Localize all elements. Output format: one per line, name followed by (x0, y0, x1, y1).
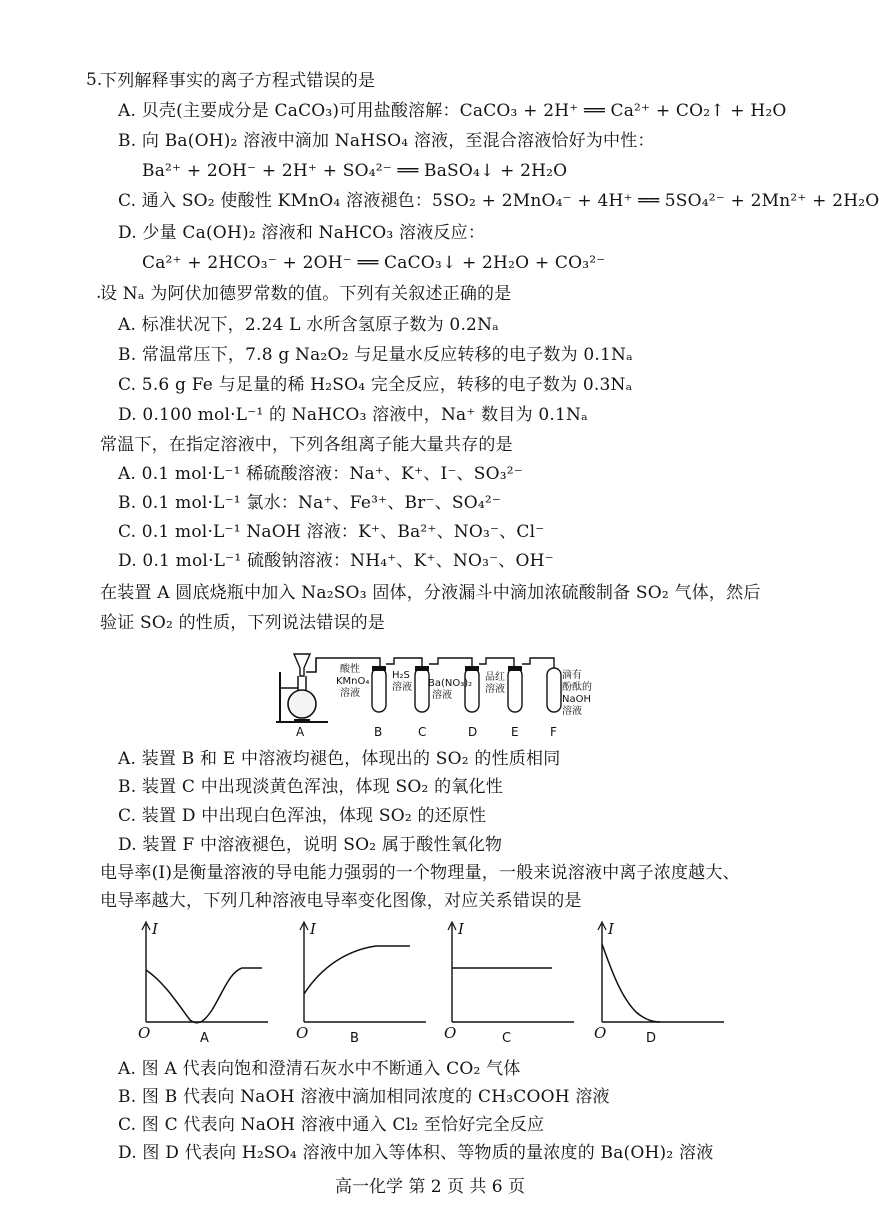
option-a: A. 装置 B 和 E 中溶液均褪色，体现出的 SO₂ 的性质相同 (118, 749, 561, 769)
option-b: B. 向 Ba(OH)₂ 溶液中滴加 NaHSO₄ 溶液，至混合溶液恰好为中性： (118, 131, 655, 151)
apparatus-letter: C (418, 725, 427, 739)
option-a: A. 0.1 mol·L⁻¹ 稀硫酸溶液：Na⁺、K⁺、I⁻、SO₃²⁻ (118, 464, 523, 484)
y-axis-label: I (458, 920, 464, 938)
so2-apparatus-diagram (268, 640, 592, 740)
reagent-label: 滴有 (562, 670, 582, 681)
apparatus-letter: B (374, 725, 383, 739)
option-c: C. 通入 SO₂ 使酸性 KMnO₄ 溶液褪色：5SO₂ + 2MnO₄⁻ + 4H⁺ ══ 5SO₄²⁻ + 2Mn²⁺ + 2H₂O (118, 191, 879, 211)
origin-label: O (594, 1024, 607, 1042)
reagent-label: 溶液 (392, 682, 412, 693)
reagent-label: KMnO₄ (336, 676, 370, 687)
y-axis-label: I (310, 920, 316, 938)
graph-caption: A (200, 1031, 209, 1046)
question-stem: 在装置 A 圆底烧瓶中加入 Na₂SO₃ 固体，分液漏斗中滴加浓硫酸制备 SO₂ 气体，然后 (100, 583, 761, 603)
origin-label: O (138, 1024, 151, 1042)
option-d: D. 少量 Ca(OH)₂ 溶液和 NaHCO₃ 溶液反应： (118, 223, 486, 243)
reagent-label: 酚酞的 (562, 682, 592, 693)
option-d-equation: Ca²⁺ + 2HCO₃⁻ + 2OH⁻ ══ CaCO₃↓ + 2H₂O + CO₃²⁻ (142, 253, 606, 273)
question-number: 5. (86, 70, 103, 90)
reagent-label: 酸性 (340, 664, 360, 675)
question-stem: 设 Nₐ 为阿伏加德罗常数的值。下列有关叙述正确的是 (100, 284, 512, 304)
conductivity-curve (146, 968, 262, 1023)
apparatus-letter: E (511, 725, 519, 739)
reagent-label: 溶液 (485, 684, 505, 695)
test-tube-f (547, 668, 561, 712)
y-axis-label: I (608, 920, 614, 938)
option-b: B. 图 B 代表向 NaOH 溶液中滴加相同浓度的 CH₃COOH 溶液 (118, 1087, 610, 1107)
y-axis-label: I (152, 920, 158, 938)
conductivity-graph-c (440, 918, 580, 1048)
graph-caption: D (646, 1031, 657, 1046)
round-bottom-flask (288, 690, 316, 718)
reagent-label: Ba(NO₃)₂ (428, 678, 473, 689)
question-stem-cont: 验证 SO₂ 的性质，下列说法错误的是 (100, 613, 386, 633)
reagent-label: NaOH (562, 694, 591, 705)
apparatus-letter: F (550, 725, 557, 739)
option-c: C. 0.1 mol·L⁻¹ NaOH 溶液：K⁺、Ba²⁺、NO₃⁻、Cl⁻ (118, 522, 545, 542)
option-b: B. 装置 C 中出现淡黄色浑浊，体现 SO₂ 的氧化性 (118, 777, 503, 797)
option-d: D. 图 D 代表向 H₂SO₄ 溶液中加入等体积、等物质的量浓度的 Ba(OH)₂ 溶液 (118, 1143, 714, 1163)
option-c: C. 装置 D 中出现白色浑浊，体现 SO₂ 的还原性 (118, 806, 487, 826)
conductivity-graph-b (292, 918, 432, 1048)
option-d: D. 0.1 mol·L⁻¹ 硫酸钠溶液：NH₄⁺、K⁺、NO₃⁻、OH⁻ (118, 551, 554, 571)
option-b: B. 0.1 mol·L⁻¹ 氯水：Na⁺、Fe³⁺、Br⁻、SO₄²⁻ (118, 493, 502, 513)
reagent-label: 品红 (485, 672, 505, 683)
question-stem-cont: 电导率越大，下列几种溶液电导率变化图像，对应关系错误的是 (100, 891, 582, 911)
option-b-equation: Ba²⁺ + 2OH⁻ + 2H⁺ + SO₄²⁻ ══ BaSO₄↓ + 2H₂O (142, 161, 568, 181)
conductivity-graph-a (134, 918, 274, 1048)
reagent-label: H₂S (392, 670, 410, 681)
option-c: C. 图 C 代表向 NaOH 溶液中通入 Cl₂ 至恰好完全反应 (118, 1115, 545, 1135)
reagent-label: 溶液 (340, 688, 360, 699)
apparatus-letter: D (468, 725, 478, 739)
option-b: B. 常温常压下，7.8 g Na₂O₂ 与足量水反应转移的电子数为 0.1Nₐ (118, 345, 633, 365)
question-stem: 常温下，在指定溶液中，下列各组离子能大量共存的是 (100, 435, 513, 455)
question-number: . (96, 283, 102, 303)
option-a: A. 图 A 代表向饱和澄清石灰水中不断通入 CO₂ 气体 (118, 1059, 521, 1079)
option-d: D. 装置 F 中溶液褪色，说明 SO₂ 属于酸性氧化物 (118, 835, 503, 855)
option-a: A. 贝壳(主要成分是 CaCO₃)可用盐酸溶解：CaCO₃ + 2H⁺ ══ Ca²⁺ + CO₂↑ + H₂O (118, 101, 787, 121)
origin-label: O (444, 1024, 457, 1042)
conductivity-curve (304, 946, 410, 994)
reagent-label: 溶液 (432, 690, 452, 701)
graph-caption: C (502, 1031, 512, 1046)
conductivity-curve (602, 944, 660, 1022)
question-stem: 电导率(I)是衡量溶液的导电能力强弱的一个物理量，一般来说溶液中离子浓度越大、 (100, 863, 740, 883)
page-footer: 高一化学 第 2 页 共 6 页 (334, 1177, 526, 1197)
reagent-label: 溶液 (562, 706, 582, 717)
conductivity-graph-d (590, 918, 730, 1048)
apparatus-letter: A (296, 725, 305, 739)
origin-label: O (296, 1024, 309, 1042)
option-c: C. 5.6 g Fe 与足量的稀 H₂SO₄ 完全反应，转移的电子数为 0.3Nₐ (118, 375, 633, 395)
option-a: A. 标准状况下，2.24 L 水所含氢原子数为 0.2Nₐ (118, 315, 499, 335)
option-d: D. 0.100 mol·L⁻¹ 的 NaHCO₃ 溶液中，Na⁺ 数目为 0.1Nₐ (118, 405, 588, 425)
question-stem: 下列解释事实的离子方程式错误的是 (100, 71, 376, 91)
graph-caption: B (350, 1031, 359, 1046)
